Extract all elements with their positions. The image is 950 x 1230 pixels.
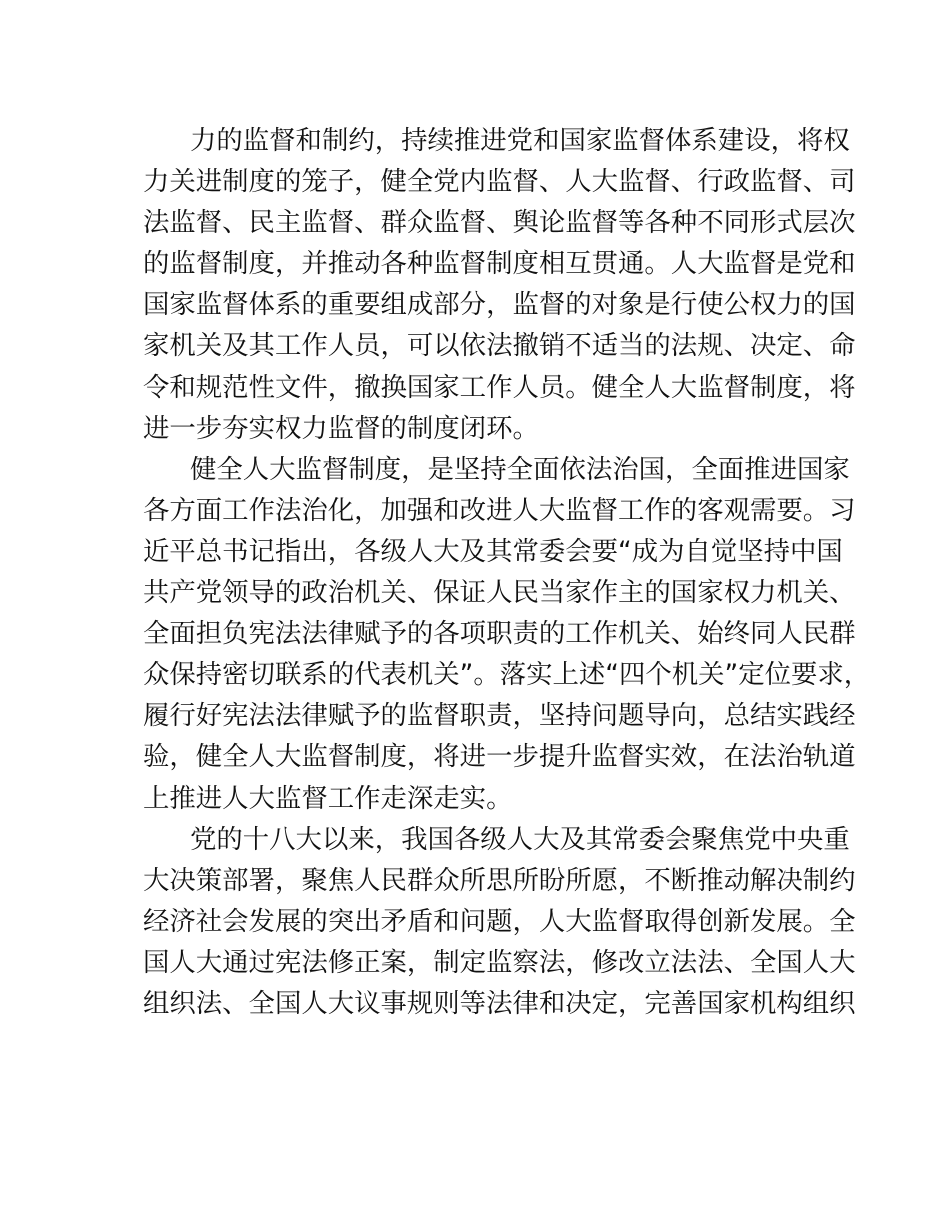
text-line: 履行好宪法法律赋予的监督职责，坚持问题导向，总结实践经 [143, 700, 856, 732]
document-page [143, 120, 871, 1024]
paragraph [143, 819, 856, 1024]
text-line: 近平总书记指出，各级人大及其常委会要“成为自觉坚持中国 [143, 535, 843, 567]
text-line: 法监督、民主监督、群众监督、舆论监督等各种不同形式层次 [143, 207, 856, 239]
text-line: 众保持密切联系的代表机关”。落实上述“四个机关”定位要求， [143, 659, 871, 691]
text-line: 各方面工作法治化，加强和改进人大监督工作的客观需要。习 [143, 494, 856, 526]
paragraph [143, 120, 856, 449]
text-line: 验，健全人大监督制度，将进一步提升监督实效，在法治轨道 [143, 741, 856, 773]
text-line: 共产党领导的政治机关、保证人民当家作主的国家权力机关、 [143, 577, 856, 609]
text-line: 组织法、全国人大议事规则等法律和决定，完善国家机构组织 [143, 987, 856, 1019]
text-line: 上推进人大监督工作走深走实。 [143, 782, 513, 814]
text-line: 家机关及其工作人员，可以依法撤销不适当的法规、决定、命 [143, 330, 856, 362]
text-line: 力关进制度的笼子，健全党内监督、人大监督、行政监督、司 [143, 166, 856, 198]
text-line: 国人大通过宪法修正案，制定监察法，修改立法法、全国人大 [143, 946, 856, 978]
text-line: 健全人大监督制度，是坚持全面依法治国，全面推进国家 [190, 453, 850, 485]
text-line: 进一步夯实权力监督的制度闭环。 [143, 412, 539, 444]
text-line: 党的十八大以来，我国各级人大及其常委会聚焦党中央重 [190, 823, 850, 855]
text-line: 的监督制度，并推动各种监督制度相互贯通。人大监督是党和 [143, 248, 856, 280]
paragraph [143, 449, 871, 819]
text-line: 大决策部署，聚焦人民群众所思所盼所愿，不断推动解决制约 [143, 864, 856, 896]
text-line: 经济社会发展的突出矛盾和问题，人大监督取得创新发展。全 [143, 905, 856, 937]
text-line: 令和规范性文件，撤换国家工作人员。健全人大监督制度，将 [143, 371, 856, 403]
text-line: 力的监督和制约，持续推进党和国家监督体系建设，将权 [190, 125, 850, 156]
text-line: 国家监督体系的重要组成部分，监督的对象是行使公权力的国 [143, 289, 856, 321]
text-line: 全面担负宪法法律赋予的各项职责的工作机关、始终同人民群 [143, 618, 856, 650]
